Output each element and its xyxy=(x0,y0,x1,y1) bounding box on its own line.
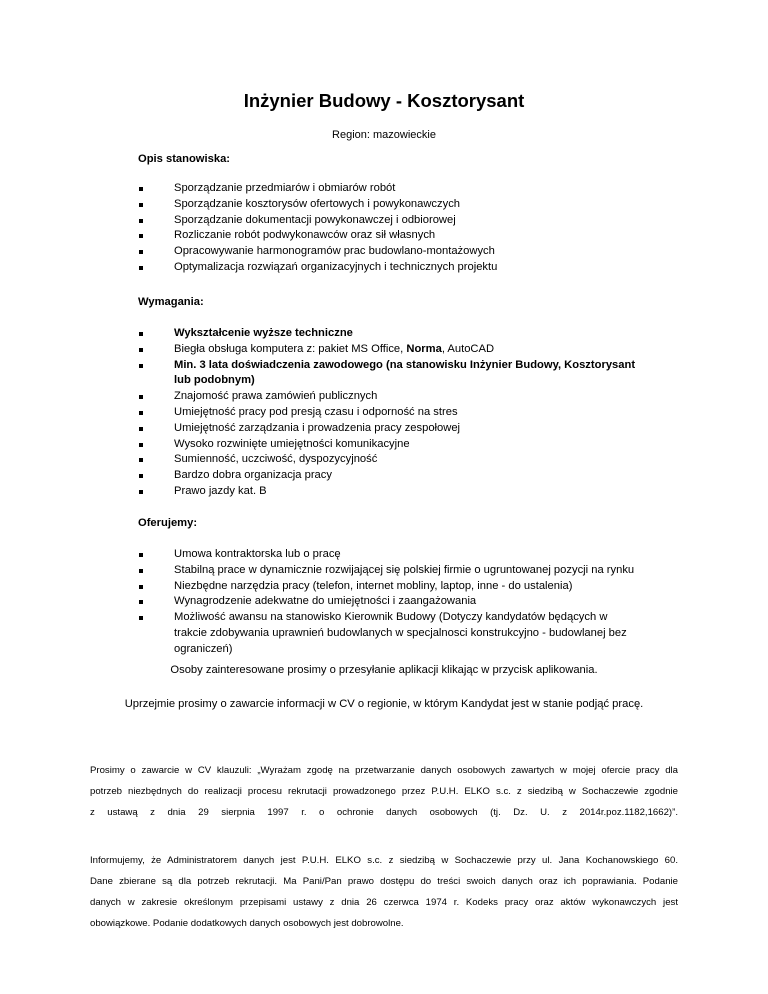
bullet-icon xyxy=(139,616,143,620)
list-item-text: Umiejętność pracy pod presją czasu i odporność na stres xyxy=(174,405,458,418)
list-item-text: Stabilną prace w dynamicznie rozwijającej się polskiej firmie o ugruntowanej pozycji na rynku xyxy=(174,563,635,576)
bullet-icon xyxy=(139,332,143,336)
list-item-text: , AutoCAD xyxy=(441,342,495,355)
list-item-text: Znajomość prawa zamówień publicznych xyxy=(174,390,378,403)
bullet-icon xyxy=(139,553,143,557)
wymagania-list xyxy=(138,326,638,500)
list-item xyxy=(138,547,638,563)
list-item-text: Sporządzanie przedmiarów i obmiarów robót xyxy=(174,182,396,194)
list-item xyxy=(138,181,638,197)
bullet-icon xyxy=(139,458,143,462)
list-item xyxy=(138,563,638,579)
section-heading-opis: Opis stanowiska: xyxy=(138,153,231,165)
list-item-text: Niezbędne narzędzia pracy (telefon, internet mobliny, laptop, inne - do ustalenia) xyxy=(174,579,573,592)
list-item xyxy=(138,213,638,229)
opis-list xyxy=(138,181,638,276)
list-item xyxy=(138,468,638,484)
list-item xyxy=(138,452,638,468)
bullet-icon xyxy=(139,203,143,207)
bullet-icon xyxy=(139,219,143,223)
bullet-icon xyxy=(139,250,143,254)
bullet-icon xyxy=(139,600,143,604)
page-title: Inżynier Budowy - Kosztorysant xyxy=(243,90,525,111)
list-item-text: Sporządzanie kosztorysów ofertowych i powykonawczych xyxy=(174,197,461,210)
list-item xyxy=(138,594,638,610)
clause-line: z ustawą z dnia 29 sierpnia 1997 r. o ochronie danych osobowych (tj. Dz. U. z 2014r.poz.1182,1662)”. xyxy=(90,807,678,818)
list-item-text: Wysoko rozwinięte umiejętności komunikacyjne xyxy=(174,437,410,450)
list-item-text: Umowa kontraktorska lub o pracę xyxy=(174,548,341,560)
bullet-icon xyxy=(139,266,143,270)
clause-line: Prosimy o zawarcie w CV klauzuli: „Wyrażam zgodę na przetwarzanie danych osobowych zawartych w mojej ofercie pracy dla xyxy=(90,765,678,776)
bullet-icon xyxy=(139,395,143,399)
bullet-icon xyxy=(139,234,143,238)
list-item xyxy=(138,405,638,421)
info-line: obowiązkowe. Podanie dodatkowych danych osobowych jest dobrowolne. xyxy=(90,918,404,929)
list-item-text: Opracowywanie harmonogramów prac budowlano-montażowych xyxy=(174,245,495,258)
bullet-icon xyxy=(139,585,143,589)
list-item-text: Prawo jazdy kat. B xyxy=(174,484,267,497)
list-item xyxy=(138,610,638,657)
section-heading-oferujemy: Oferujemy: xyxy=(138,517,198,529)
clause-line: potrzeb niezbędnych do realizacji procesu rekrutacji prowadzonego przez P.U.H. ELKO s.c. z siedzibą w Sochaczewie zgodnie xyxy=(90,786,678,797)
list-item xyxy=(138,484,638,500)
apply-note: Osoby zainteresowane prosimy o przesyłanie aplikacji klikając w przycisk aplikowania. xyxy=(170,664,598,676)
section-heading-wymagania: Wymagania: xyxy=(138,296,204,308)
list-item-text: Optymalizacja rozwiązań organizacyjnych i technicznych projektu xyxy=(174,260,498,273)
list-item xyxy=(138,260,638,276)
bullet-icon xyxy=(139,364,143,368)
bullet-icon xyxy=(139,187,143,191)
list-item xyxy=(138,326,638,342)
info-line: Informujemy, że Administratorem danych jest P.U.H. ELKO s.c. z siedzibą w Sochaczewie przy ul. Jana Kochanowskiego 60. xyxy=(90,855,678,866)
region-note: Uprzejmie prosimy o zawarcie informacji w CV o regionie, w którym Kandydat jest w stanie podjąć pracę. xyxy=(124,698,644,710)
list-item-text: Sumienność, uczciwość, dyspozycyjność xyxy=(174,453,378,466)
list-item-text: Wynagrodzenie adekwatne do umiejętności i zaangażowania xyxy=(174,595,477,608)
info-line: danych w zakresie określonym przepisami ustawy z dnia 26 czerwca 1974 r. Kodeks pracy oraz aktów wykonawczych jest xyxy=(90,897,678,908)
list-item-text: Bardzo dobra organizacja pracy xyxy=(174,469,332,482)
region-label: Region: mazowieckie xyxy=(332,129,436,141)
bullet-icon xyxy=(139,474,143,478)
list-item-text: Min. 3 lata doświadczenia zawodowego (na stanowisku Inżynier Budowy, Kosztorysant lub podobnym) xyxy=(174,358,636,387)
list-item-text: Wykształcenie wyższe techniczne xyxy=(174,327,353,339)
list-item xyxy=(138,579,638,595)
list-item xyxy=(138,228,638,244)
list-item xyxy=(138,437,638,453)
list-item-text: Biegła obsługa komputera z: pakiet MS Office, xyxy=(174,342,407,355)
list-item-bold-text: Norma xyxy=(406,342,442,355)
list-item-text: Rozliczanie robót podwykonawców oraz sił własnych xyxy=(174,229,436,242)
list-item xyxy=(138,358,638,390)
list-item xyxy=(138,342,638,358)
bullet-icon xyxy=(139,569,143,573)
info-line: Dane zbierane są dla potrzeb rekrutacji. Ma Pani/Pan prawo dostępu do treści swoich danych oraz ich poprawiania. Podanie xyxy=(90,876,678,887)
list-item xyxy=(138,421,638,437)
list-item-text: Możliwość awansu na stanowisko Kierownik Budowy (Dotyczy kandydatów będących w trakcie zdobywania uprawnień budowlanych w specjalnosci konstrukcyjno - budowlanej bez ograniczeń) xyxy=(174,611,627,655)
list-item xyxy=(138,244,638,260)
list-item-text: Umiejętność zarządzania i prowadzenia pracy zespołowej xyxy=(174,421,461,434)
bullet-icon xyxy=(139,427,143,431)
bullet-icon xyxy=(139,348,143,352)
bullet-icon xyxy=(139,490,143,494)
list-item xyxy=(138,389,638,405)
bullet-icon xyxy=(139,411,143,415)
oferujemy-list xyxy=(138,547,638,658)
bullet-icon xyxy=(139,443,143,447)
list-item xyxy=(138,197,638,213)
list-item-text: Sporządzanie dokumentacji powykonawczej i odbiorowej xyxy=(174,213,456,226)
